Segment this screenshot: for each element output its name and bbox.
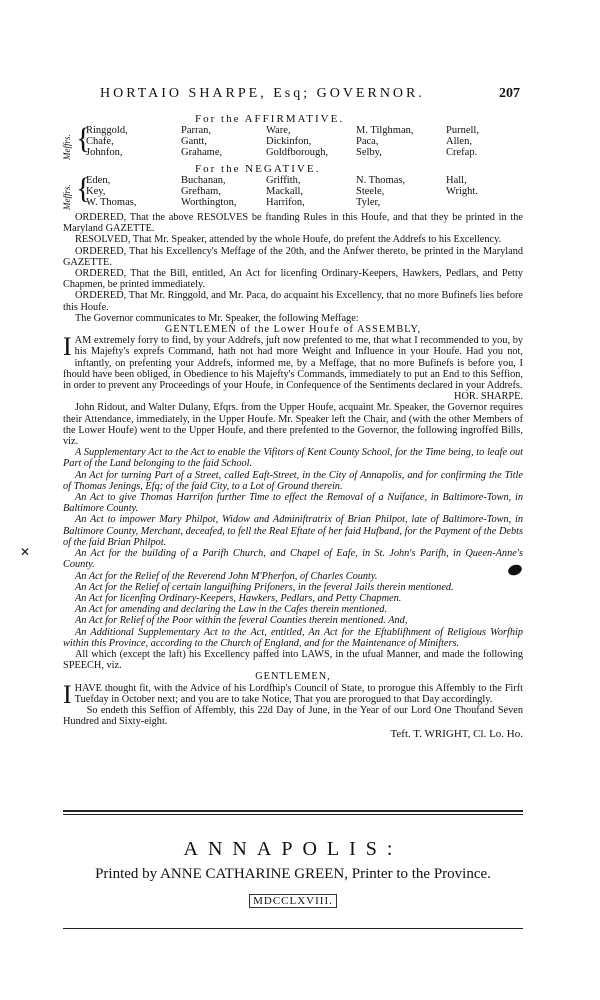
brace-affirmative: { xyxy=(76,122,91,155)
affirmative-heading: For the AFFIRMATIVE. xyxy=(195,113,345,125)
session-end: So endeth this Seffion of Affembly, this 22d Day of June, in the Year of our Lord One Thoufand Seven Hundred and Sixty-eight. xyxy=(63,704,523,728)
message-salutation: GENTLEMEN of the Lower Houfe of ASSEMBLY, xyxy=(164,324,422,336)
affirmative-row xyxy=(86,125,526,136)
resolved-address: RESOLVED, That Mr. Speaker, attended by the whole Houfe, do prefent the Addrefs to his Excellency. xyxy=(75,234,502,246)
dropcap-speech: I xyxy=(63,679,72,709)
imprint-printer: Printed by ANNE CATHARINE GREEN, Printer to the Province. xyxy=(95,866,491,882)
upper-house-attendance: John Ridout, and Walter Dulany, Efqrs. from the Upper Houfe, acquaint Mr. Speaker, the Governor requires their Attendance, immediately, in the Upper Houfe. Mr. Speaker left the Chair, and (with the other Members of the Lower Houfe) went to the Upper Houfe, and there prefented to the Governor, the following ingroffed Bills, viz. xyxy=(63,402,523,448)
order-bill-printed: ORDERED, That the Bill, entitled, An Act for licenfing Ordinary-Keepers, Hawkers, Pedlars, and Petty Chapmen, be printed immediately. xyxy=(63,268,523,291)
messrs-label-negative: Meffrs. xyxy=(62,184,72,210)
affirmative-name: Parran, xyxy=(181,125,212,136)
laws-passed: All which (except the laft) his Excellency paffed into LAWS, in the ufual Manner, and made the following SPEECH, viz. xyxy=(63,648,523,672)
act-item: An Act to give Thomas Harrifon further Time to effect the Removal of a Nuifance, in Baltimore-Town, in Baltimore County. xyxy=(63,492,523,515)
governor-speech: IHAVE thought fit, with the Advice of his Lordfhip's Council of State, to prorogue this Affembly to the Firft Tuefday in October next; and you are to take Notice, That you are prorogued to that Day accordingly. xyxy=(63,679,523,709)
margin-mark: ✕ xyxy=(20,545,31,559)
affirmative-row xyxy=(86,147,526,158)
negative-name: Buchanan, xyxy=(181,175,226,186)
brace-negative: { xyxy=(76,172,91,205)
page-header xyxy=(100,86,520,102)
act-item: An Act for Relief of the Poor within the feveral Counties therein mentioned. And, xyxy=(75,615,408,627)
order-resolves: ORDERED, That the above RESOLVES be ftanding Rules in this Houfe, and that they be printed in the Maryland GAZETTE. xyxy=(63,212,523,235)
dropcap-message: I xyxy=(63,332,72,362)
negative-name: Griffith, xyxy=(266,175,301,186)
imprint-year: MDCCLXVIII. xyxy=(63,895,523,907)
affirmative-name: Johnfon, xyxy=(86,147,123,158)
negative-name: Grefham, xyxy=(181,186,221,197)
negative-name: Harrifon, xyxy=(266,197,305,208)
negative-name: Mackall, xyxy=(266,186,304,197)
affirmative-name: Dickinfon, xyxy=(266,136,312,147)
negative-row xyxy=(86,186,526,197)
negative-row xyxy=(86,197,526,208)
double-rule-bottom xyxy=(63,814,523,815)
affirmative-name: Allen, xyxy=(446,136,472,147)
affirmative-name: Selby, xyxy=(356,147,382,158)
negative-name: W. Thomas, xyxy=(86,197,137,208)
negative-name: Key, xyxy=(86,186,106,197)
negative-name xyxy=(446,197,526,208)
affirmative-name: Gantt, xyxy=(181,136,207,147)
act-item: An Act for the Relief of the Reverend John M'Pherfon, of Charles County. xyxy=(75,570,378,582)
bottom-rule xyxy=(63,928,523,929)
act-item: A Supplementary Act to the Act to enable the Vifitors of Kent County School, for the Time being, to leafe out Part of the Land belonging to the faid School. xyxy=(63,447,523,470)
negative-name: Eden, xyxy=(86,175,111,186)
governor-communicates: The Governor communicates to Mr. Speaker, the following Meffage: xyxy=(75,312,359,324)
act-item: An Act for the Relief of certain languifhing Prifoners, in the feveral Jails therein mentioned. xyxy=(75,581,454,593)
affirmative-list xyxy=(86,125,526,158)
act-item: An Act for amending and declaring the Law in the Cafes therein mentioned. xyxy=(75,604,388,616)
act-item: An Act for turning Part of a Street, called Eaft-Street, in the City of Annapolis, and for confirming the Title of Thomas Jenings, Efq; of the faid City, to a Lot of Ground therein. xyxy=(63,469,523,492)
act-item: An Act to impower Mary Philpot, Widow and Adminiftratrix of Brian Philpot, late of Baltimore-Town, in Baltimore County, Merchant, deceafed, to fell the Real Eftate of her faid Hufband, for the Payment of the Debts of the faid Brian Philpot. xyxy=(63,514,523,548)
affirmative-name: Grahame, xyxy=(181,147,223,158)
proceedings-text xyxy=(63,212,523,741)
affirmative-name: Goldfborough, xyxy=(266,147,329,158)
act-item: An Act for licenfing Ordinary-Keepers, Hawkers, Pedlars, and Petty Chapmen. xyxy=(75,592,402,604)
imprint-city: ANNAPOLIS: xyxy=(183,838,403,860)
negative-name: Tyler, xyxy=(356,197,381,208)
negative-heading: For the NEGATIVE. xyxy=(195,163,321,175)
affirmative-name: Purnell, xyxy=(446,125,479,136)
header-title: HORTAIO SHARPE, Esq; GOVERNOR. xyxy=(100,86,425,101)
message-signature: HOR. SHARPE. xyxy=(454,391,523,403)
negative-name: N. Thomas, xyxy=(356,175,406,186)
affirmative-name: Ringgold, xyxy=(86,125,128,136)
speech-salutation: GENTLEMEN, xyxy=(255,671,331,683)
negative-row xyxy=(86,175,526,186)
negative-name: Worthington, xyxy=(181,197,237,208)
order-message-printed: ORDERED, That his Excellency's Meffage of the 20th, and the Anfwer thereto, be printed in the Maryland GAZETTE. xyxy=(63,245,523,268)
messrs-label-affirmative: Meffrs. xyxy=(62,134,72,160)
negative-list xyxy=(86,175,526,208)
act-item: An Act for the building of a Parifh Church, and Chapel of Eafe, in St. John's Parifh, in Queen-Anne's County. xyxy=(63,548,523,571)
affirmative-name: Crefap. xyxy=(446,147,478,158)
affirmative-name: Paca, xyxy=(356,136,379,147)
clerk-attestation: Teft. T. WRIGHT, Cl. Lo. Ho. xyxy=(390,728,523,741)
acts-list xyxy=(63,447,523,649)
affirmative-name: Ware, xyxy=(266,125,291,136)
order-acquaint: ORDERED, That Mr. Ringgold, and Mr. Paca, do acquaint his Excellency, that no more Bufinefs lies before this Houfe. xyxy=(63,290,523,313)
affirmative-name: M. Tilghman, xyxy=(356,125,414,136)
negative-name: Steele, xyxy=(356,186,385,197)
affirmative-name: Chafe, xyxy=(86,136,114,147)
act-item: An Additional Supplementary Act to the Act, entitled, An Act for the Eftablifhment of Religious Worfhip within this Province, according to the Church of England, and for the Maintenance of Minifters. xyxy=(63,626,523,649)
page-number: 207 xyxy=(499,86,520,101)
governor-message: IAM extremely forry to find, by your Addrefs, juft now prefented to me, that what I recommended to you, by his Majefty's exprefs Command, hath not had more Weight and Influence in your Houfe. Had you not, inftantly, on prefenting your Addrefs, informed me, by a Meffage, that no more Bufinefs is before you, I fhould have been obliged, in Obedience to his Majefty's Commands, immediately to put an End to this Seffion, in order to prevent any Proceedings of your Houfe, in Confequence of the Sentiments declared in your Addrefs. xyxy=(63,332,523,392)
affirmative-row xyxy=(86,136,526,147)
negative-name: Hall, xyxy=(446,175,467,186)
double-rule-top xyxy=(63,810,523,812)
negative-name: Wright. xyxy=(446,186,478,197)
